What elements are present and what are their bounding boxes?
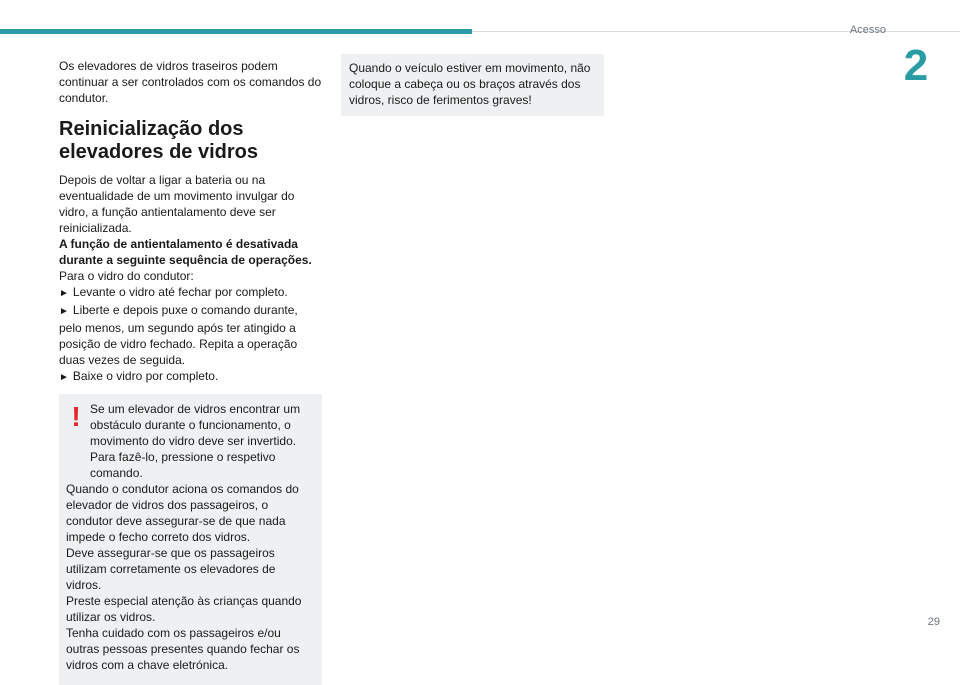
intro-paragraph: Os elevadores de vidros traseiros podem continuar a ser controlados com os comandos do condutor. — [59, 59, 322, 105]
heading-line-2: elevadores de vidros — [59, 141, 258, 163]
warning-line: Se um elevador de vidros encontrar um obstáculo durante o funcionamento, o movimento do vidro deve ser invertido. Para fazê-lo, pressione o respetivo comando. — [90, 402, 301, 480]
chapter-number: 2 — [903, 41, 929, 90]
section-title: Acesso — [849, 24, 886, 36]
warning-line: Preste especial atenção às crianças quando utilizar os vidros. — [66, 594, 302, 624]
exclamation-icon: ! — [71, 401, 81, 432]
driver-window-paragraph: Para o vidro do condutor: — [59, 269, 194, 283]
page-number: 29 — [927, 616, 940, 628]
left-column — [59, 58, 322, 685]
bold-paragraph: A função de antientalamento é desativada durante a seguinte sequência de operações. — [59, 237, 312, 267]
step-item: ► Levante o vidro até fechar por completo. — [59, 285, 288, 299]
step-item: ► Baixe o vidro por completo. — [59, 369, 219, 383]
warning-line: Quando o condutor aciona os comandos do elevador de vidros dos passageiros, o condutor deve assegurar-se de que nada impede o fecho correto dos vidros. — [66, 482, 299, 544]
warning-box — [59, 394, 322, 685]
section-heading — [59, 118, 322, 164]
step-list — [59, 284, 322, 386]
header-divider — [472, 31, 960, 32]
heading-line-1: Reinicialização dos — [59, 118, 244, 140]
right-column — [341, 54, 604, 116]
reset-paragraph: Depois de voltar a ligar a bateria ou na eventualidade de um movimento invulgar do vidro, a função antientalamento deve ser reinicializada. — [59, 173, 295, 235]
warning-line: Tenha cuidado com os passageiros e/ou outras pessoas presentes quando fechar os vidros com a chave eletrónica. — [66, 626, 300, 672]
arrow-icon: ► — [59, 306, 69, 317]
arrow-icon: ► — [59, 288, 69, 299]
arrow-icon: ► — [59, 372, 69, 383]
info-box — [341, 54, 604, 116]
warning-line: Deve assegurar-se que os passageiros utilizam corretamente os elevadores de vidros. — [66, 546, 276, 592]
header-accent-bar — [0, 29, 472, 34]
info-note: Quando o veículo estiver em movimento, não coloque a cabeça ou os braços através dos vidros, risco de ferimentos graves! — [349, 61, 591, 107]
step-item: ► Liberte e depois puxe o comando durante, pelo menos, um segundo após ter atingido a posição de vidro fechado. Repita a operação duas vezes de seguida. — [59, 303, 298, 367]
